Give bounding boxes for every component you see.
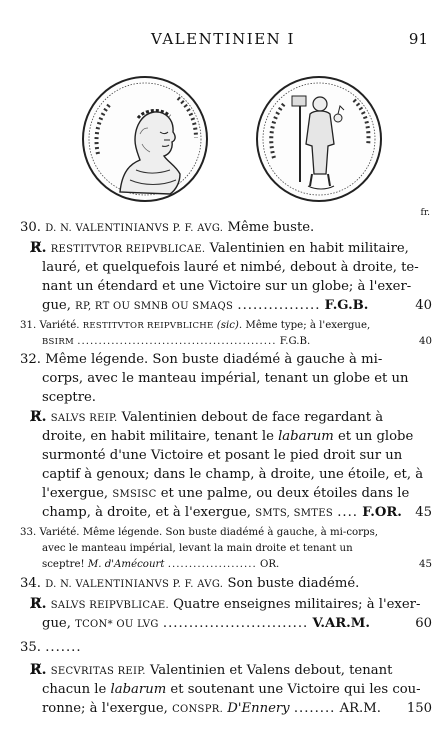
entry-33-line-1 xyxy=(20,525,378,540)
entry-32-reverse-line-4: captif à genoux; dans le champ, à droite, une étoile, et, à xyxy=(42,467,424,482)
leader-dots: ..................... xyxy=(167,559,257,570)
page-number: 91 xyxy=(408,30,428,48)
entry-35-reverse-line-3 xyxy=(42,699,381,719)
grade: F.G.B. xyxy=(324,298,369,313)
reverse-text: chacun le xyxy=(42,682,107,697)
entry-32-price: 45 xyxy=(415,505,432,520)
obverse-legend: D. N. VALENTINIANVS P. F. AVG. xyxy=(45,223,224,234)
coin-illustrations xyxy=(0,74,446,204)
currency-label: fr. xyxy=(420,208,430,218)
entry-34-price: 60 xyxy=(415,616,432,631)
entry-number: 34. xyxy=(20,576,41,591)
obverse-description: Même buste. xyxy=(227,220,315,235)
page-title: VALENTINIEN I xyxy=(151,30,295,48)
entry-30-price: 40 xyxy=(415,298,432,313)
collection-name: M. d'Amécourt xyxy=(87,559,165,570)
entry-33-line-2: avec le manteau impérial, levant la main droite et tenant un xyxy=(42,543,353,554)
entry-30-reverse-line-3: nant un étendard et une Victoire sur un globe; à l'exer- xyxy=(42,279,412,294)
reverse-text: Valentinien et Valens debout, tenant xyxy=(149,663,393,678)
entry-number: 35. xyxy=(20,640,41,655)
entry-number: 33. xyxy=(20,527,37,538)
grade: F.G.B. xyxy=(279,336,311,347)
entry-text: sceptre! xyxy=(42,559,85,570)
entry-text: (sic). xyxy=(216,320,243,331)
reverse-text: Valentinien en habit militaire, xyxy=(209,241,409,256)
entry-32-reverse-line-1 xyxy=(30,408,383,428)
entry-32-reverse-line-3: surmonté d'une Victoire et posant le pied droit sur un xyxy=(42,448,403,463)
leader-dots: .... xyxy=(337,505,359,520)
reverse-text: labarum xyxy=(278,429,334,444)
coin-obverse-illustration xyxy=(80,74,210,204)
entry-33-line-3 xyxy=(42,557,279,572)
mint-marks: TCON* OU LVG xyxy=(75,619,159,630)
reverse-legend: RESTITVTOR REIPVBLICAE. xyxy=(50,244,206,255)
reverse-text: Valentinien debout de face regardant à xyxy=(121,410,384,425)
entry-30-header xyxy=(20,218,314,238)
leader-dots: ............................ xyxy=(162,616,309,631)
grade: F.OR. xyxy=(362,505,402,520)
reverse-text: et soutenant une Victoire qui les cou- xyxy=(170,682,421,697)
entry-32-reverse-line-6 xyxy=(42,503,402,523)
reverse-text: l'exergue, xyxy=(42,486,109,501)
mint-marks: BSIRM xyxy=(42,337,75,347)
entry-31-price: 40 xyxy=(419,336,432,347)
entry-34-header xyxy=(20,574,359,594)
mint-marks: SMSISC xyxy=(112,489,157,500)
reverse-text: et une palme, ou deux étoiles dans le xyxy=(160,486,410,501)
obverse-description: Son buste diadémé. xyxy=(227,576,360,591)
entry-34-reverse-line-2 xyxy=(42,614,370,634)
reverse-text: et un globe xyxy=(337,429,414,444)
entry-31-line-2 xyxy=(42,334,310,350)
entry-32-line-3: sceptre. xyxy=(42,390,96,405)
collection-name: D'Ennery xyxy=(227,701,290,716)
entry-number: 32. xyxy=(20,352,41,367)
entry-33-price: 45 xyxy=(419,559,432,570)
entry-35-price: 150 xyxy=(406,701,432,716)
entry-32-line-2: corps, avec le manteau impérial, tenant un globe et un xyxy=(42,371,409,386)
reverse-text: droite, en habit militaire, tenant le xyxy=(42,429,274,444)
leader-dots: ....... xyxy=(45,640,82,655)
reverse-mark: R̸. xyxy=(30,662,47,678)
obverse-legend: D. N. VALENTINIANVS P. F. AVG. xyxy=(45,579,224,590)
reverse-legend: SECVRITAS REIP. xyxy=(50,666,146,677)
leader-dots: ................ xyxy=(237,298,321,313)
reverse-mark: R̸. xyxy=(30,409,47,425)
leader-dots: ............................................... xyxy=(77,336,277,347)
mint-marks: SMTS, SMTES xyxy=(255,508,334,519)
reverse-legend: SALVS REIP. xyxy=(50,413,118,424)
entry-text: Variété. Même légende. Son buste diadémé à gauche, à mi-corps, xyxy=(39,527,379,538)
entry-number: 31. xyxy=(20,320,37,331)
grade: V.AR.M. xyxy=(312,616,370,631)
grade: OR. xyxy=(259,559,280,570)
entry-text: Même type; à l'exergue, xyxy=(245,320,371,331)
entry-30-reverse-line-1 xyxy=(30,239,409,259)
reverse-legend: RESTITVTOR REIPVBLICHE xyxy=(82,321,214,331)
reverse-text: ronne; à l'exergue, xyxy=(42,701,168,716)
reverse-text: labarum xyxy=(110,682,167,697)
entry-35-header xyxy=(20,638,82,657)
entry-35-reverse-line-2 xyxy=(42,680,421,699)
grade: AR.M. xyxy=(339,701,381,716)
entry-32-reverse-line-2 xyxy=(42,427,413,446)
entry-32-reverse-line-5 xyxy=(42,484,409,504)
entry-text: Variété. xyxy=(39,320,80,331)
reverse-text: gue, xyxy=(42,616,71,631)
entry-34-reverse-line-1 xyxy=(30,595,420,615)
entry-30-reverse-line-4 xyxy=(42,296,368,316)
coin-reverse-illustration xyxy=(254,74,384,204)
entry-32-line-1 xyxy=(20,350,382,369)
entry-number: 30. xyxy=(20,220,41,235)
reverse-mark: R̸. xyxy=(30,240,47,256)
page-header xyxy=(0,30,446,52)
entry-30-reverse-line-2: lauré, et quelquefois lauré et nimbé, debout à droite, te- xyxy=(42,260,419,275)
reverse-text: gue, xyxy=(42,298,71,313)
reverse-text: champ, à droite, et à l'exergue, xyxy=(42,505,251,520)
entry-35-reverse-line-1 xyxy=(30,661,392,681)
reverse-text: Quatre enseignes militaires; à l'exer- xyxy=(173,597,421,612)
mint-marks: CONSPR. xyxy=(172,704,224,715)
leader-dots: ........ xyxy=(293,701,336,716)
mint-marks: RP, RT OU SMNB OU SMAQS xyxy=(75,301,234,312)
entry-31-line-1 xyxy=(20,318,370,334)
reverse-mark: R̸. xyxy=(30,596,47,612)
reverse-legend: SALVS REIPVBLICAE. xyxy=(50,600,169,611)
entry-text: Même légende. Son buste diadémé à gauche à mi- xyxy=(45,352,383,367)
